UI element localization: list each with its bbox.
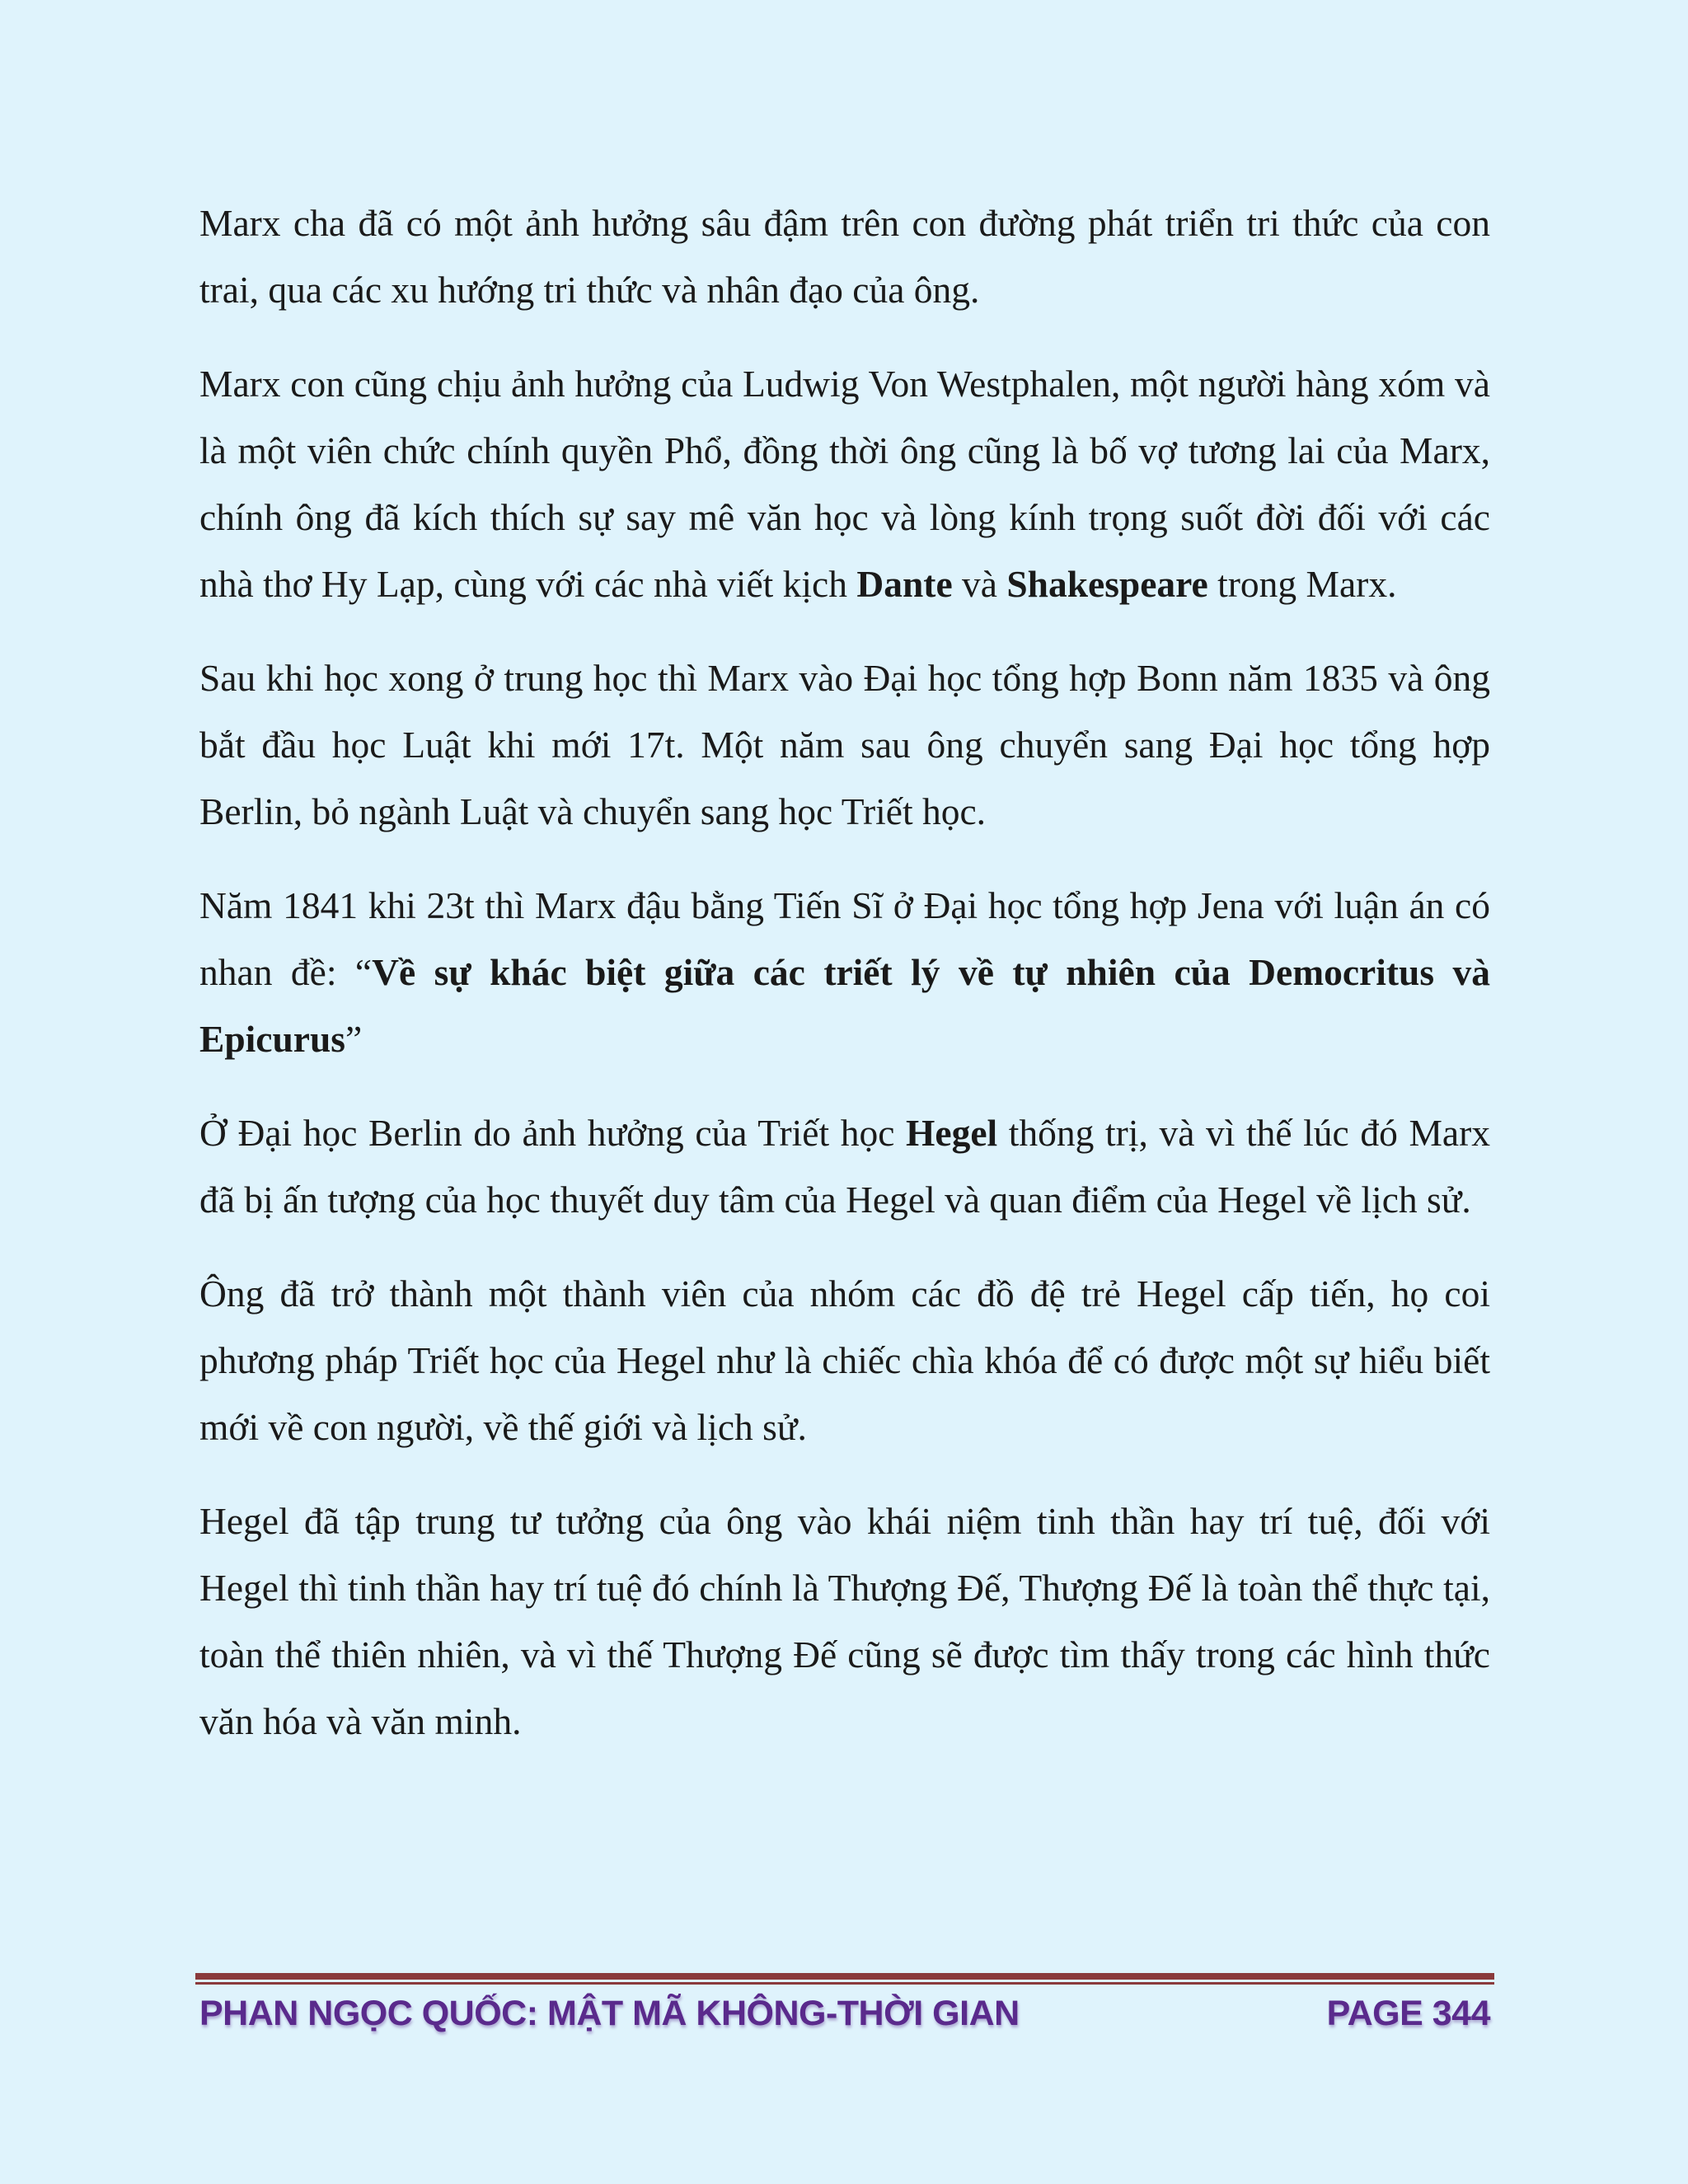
footer-book-title: PHAN NGỌC QUỐC: MẬT MÃ KHÔNG-THỜI GIAN	[199, 1993, 1020, 2033]
text-segment: trong Marx.	[1207, 563, 1397, 605]
text-segment: Hegel đã tập trung tư tưởng của ông vào khái niệm tinh thần hay trí tuệ, đối với Hegel thì tinh thần hay trí tuệ đó chính là Thượng Đế, Thượng Đế là toàn thể thực tại, toàn thể thiên nhiên, và vì thế Thượng Đế cũng sẽ được tìm thấy trong các hình thức văn hóa và văn minh.	[199, 1500, 1490, 1742]
body-paragraph	[199, 872, 1490, 1072]
text-segment: và	[952, 563, 1007, 605]
text-segment: Marx con cũng chịu ảnh hưởng của Ludwig Von Westphalen, một người hàng xóm và là một viên chức chính quyền Phổ, đồng thời ông cũng là bố vợ tương lai của Marx, chính ông đã kích thích sự say mê văn học và lòng kính trọng suốt đời đối với các nhà thơ Hy Lạp, cùng với các nhà viết kịch	[199, 363, 1490, 605]
footer-divider	[195, 1973, 1494, 1985]
bold-text-segment: Dante	[856, 563, 953, 605]
text-segment: Năm 1841 khi 23t thì Marx đậu bằng Tiến Sĩ ở Đại học tổng hợp Jena với luận án có nhan đề: “	[199, 884, 1490, 993]
text-segment: Ở Đại học Berlin do ảnh hưởng của Triết học	[199, 1112, 906, 1154]
bold-text-segment: Shakespeare	[1006, 563, 1208, 605]
text-segment: Ông đã trở thành một thành viên của nhóm các đồ đệ trẻ Hegel cấp tiến, họ coi phương pháp Triết học của Hegel như là chiếc chìa khóa để có được một sự hiểu biết mới về con người, về thế giới và lịch sử.	[199, 1272, 1490, 1448]
body-paragraph	[199, 644, 1490, 845]
bold-text-segment: Về sự khác biệt giữa các triết lý về tự nhiên của Democritus và Epicurus	[199, 951, 1490, 1060]
text-segment: Marx cha đã có một ảnh hưởng sâu đậm trên con đường phát triển tri thức của con trai, qua các xu hướng tri thức và nhân đạo của ông.	[199, 202, 1490, 311]
footer-page-number: PAGE 344	[1326, 1993, 1490, 2033]
text-segment: ”	[345, 1018, 363, 1060]
bold-text-segment: Hegel	[906, 1112, 998, 1154]
body-paragraph	[199, 1260, 1490, 1460]
body-paragraph	[199, 1488, 1490, 1755]
page-body	[199, 190, 1490, 1755]
footer-divider-thick-line	[195, 1973, 1494, 1980]
body-paragraph	[199, 190, 1490, 323]
text-segment: Sau khi học xong ở trung học thì Marx vào Đại học tổng hợp Bonn năm 1835 và ông bắt đầu học Luật khi mới 17t. Một năm sau ông chuyển sang Đại học tổng hợp Berlin, bỏ ngành Luật và chuyển sang học Triết học.	[199, 657, 1490, 832]
page-footer	[199, 1985, 1490, 2042]
body-paragraph	[199, 1099, 1490, 1233]
body-paragraph	[199, 350, 1490, 617]
text-segment: thống trị, và vì thế lúc đó Marx đã bị ấn tượng của học thuyết duy tâm của Hegel và quan điểm của Hegel về lịch sử.	[199, 1112, 1491, 1221]
